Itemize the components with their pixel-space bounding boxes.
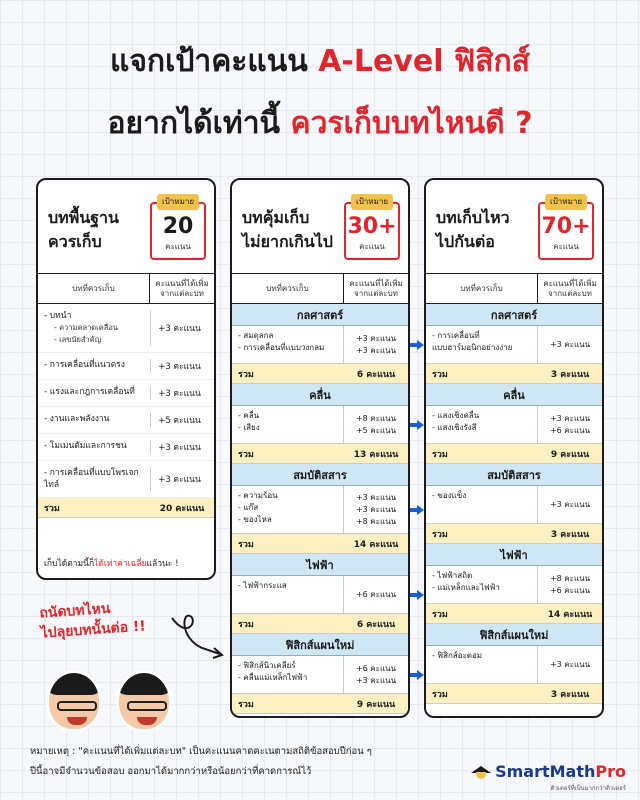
- topic-row: [38, 304, 214, 353]
- headline-1-black: แจกเป้าคะแนน: [110, 44, 319, 79]
- card-title: [242, 206, 352, 254]
- item-name: - แม่เหล็กและไฟฟ้า: [432, 583, 500, 592]
- subject-section: [426, 384, 602, 464]
- col-header-topic: บทที่ควรเก็บ: [426, 274, 538, 303]
- column-headers: [232, 274, 408, 304]
- footnote-line1: หมายเหตุ : "คะแนนที่ได้เพิ่มแต่ละบท" เป็นคะแนนคาดคะเนตามสถิติข้อสอบปีก่อน ๆ: [30, 746, 372, 757]
- items-cell: [426, 486, 538, 523]
- footnote-line2: ปีนี้อาจมีจำนวนข้อสอบ ออกมาได้มากกว่าหรือน้อยกว่าที่คาดการณ์ไว้: [30, 766, 312, 777]
- item-score: +6 คะแนน: [355, 589, 397, 599]
- right-arrow-icon: [410, 420, 424, 430]
- callout-line2: ไปลุยบทนั้นต่อ !!: [40, 618, 147, 642]
- total-row: [232, 534, 408, 554]
- total-value: 20 คะแนน: [159, 503, 205, 514]
- item-name: - ฟิสิกส์นิวเคลียร์: [238, 661, 296, 670]
- section-title: กลศาสตร์: [426, 304, 602, 326]
- total-value: 9 คะแนน: [356, 699, 396, 710]
- glasses-icon: [57, 701, 97, 711]
- items-cell: [426, 326, 538, 363]
- section-title: สมบัติสสาร: [232, 464, 408, 486]
- item-score: +3 คะแนน: [549, 659, 591, 669]
- item-score: +3 คะแนน: [355, 504, 397, 514]
- total-label: รวม: [432, 529, 448, 540]
- topic-name: - การเคลื่อนที่แนวตรง: [44, 360, 125, 370]
- headline-line-2: [0, 100, 640, 147]
- tutor-avatar-1: [46, 670, 102, 732]
- target-badge: [150, 197, 206, 260]
- right-arrow-icon: [410, 590, 424, 600]
- scores-cell: [344, 406, 408, 443]
- total-value: 6 คะแนน: [356, 369, 396, 380]
- note-part-2: ได้เท่าค่าเฉลี่ย: [94, 559, 147, 569]
- section-items: [232, 326, 408, 364]
- card-title-line1: บทคุ้มเก็บ: [242, 208, 310, 227]
- section-title: คลื่น: [232, 384, 408, 406]
- logo-name-a: SmartMath: [495, 762, 596, 781]
- items-cell: [426, 566, 538, 603]
- section-title: สมบัติสสาร: [426, 464, 602, 486]
- item-score: +5 คะแนน: [355, 425, 397, 435]
- total-label: รวม: [238, 369, 254, 380]
- total-label: รวม: [432, 449, 448, 460]
- section-items: [232, 576, 408, 614]
- total-value: 3 คะแนน: [550, 529, 590, 540]
- tutor-avatar-2: [116, 670, 172, 732]
- total-row: [232, 694, 408, 714]
- headline-1-red: A-Level ฟิสิกส์: [318, 44, 530, 79]
- scores-cell: [344, 326, 408, 363]
- scores-cell: [538, 326, 602, 363]
- topic-row: [38, 353, 214, 380]
- total-label: รวม: [44, 503, 60, 514]
- scores-cell: [538, 406, 602, 443]
- item-name: - แก๊ส: [238, 503, 259, 512]
- item-score: +3 คะแนน: [355, 333, 397, 343]
- card-title-line2: ไม่ยากเกินไป: [242, 232, 333, 251]
- item-name: - การเคลื่อนที่: [432, 331, 480, 340]
- scores-cell: [538, 646, 602, 683]
- section-list: [426, 304, 602, 704]
- col-header-score: คะแนนที่ได้เพิ่มจากแต่ละบท: [349, 278, 403, 298]
- item-name: แบบฮาร์มอนิกอย่างง่าย: [432, 343, 513, 352]
- total-value: 9 คะแนน: [550, 449, 590, 460]
- headline-2-black: อยากได้เท่านี้: [107, 106, 291, 141]
- subject-section: [426, 624, 602, 704]
- topic-score: +3 คะแนน: [150, 467, 208, 491]
- section-items: [232, 656, 408, 694]
- subject-section: [232, 554, 408, 634]
- subject-section: [232, 634, 408, 714]
- subject-section: [426, 304, 602, 384]
- topic-name: - การเคลื่อนที่แบบโพรเจกไทล์: [44, 468, 139, 490]
- item-name: - ไฟฟ้าสถิต: [432, 571, 473, 580]
- item-score: +8 คะแนน: [355, 413, 397, 423]
- subject-section: [232, 304, 408, 384]
- card-doable: [424, 178, 604, 718]
- section-items: [426, 566, 602, 604]
- topic-score: +5 คะแนน: [150, 413, 208, 427]
- topic-score: +3 คะแนน: [150, 359, 208, 373]
- card-note: [44, 556, 178, 570]
- note-part-3: แล้วนะ !: [146, 559, 179, 569]
- total-row: [426, 604, 602, 624]
- item-name: - ความร้อน: [238, 491, 278, 500]
- item-score: +6 คะแนน: [355, 663, 397, 673]
- section-items: [232, 486, 408, 534]
- total-value: 3 คะแนน: [550, 689, 590, 700]
- total-row: [38, 498, 214, 518]
- item-name: - คลื่น: [238, 411, 260, 420]
- right-arrow-icon: [410, 505, 424, 515]
- item-name: - การเคลื่อนที่แบบวงกลม: [238, 343, 325, 352]
- card-basic: [36, 178, 216, 580]
- col-header-score: คะแนนที่ได้เพิ่มจากแต่ละบท: [155, 278, 209, 298]
- scores-cell: [344, 656, 408, 693]
- target-value: 20: [162, 214, 194, 239]
- topic-score: +3 คะแนน: [150, 310, 208, 346]
- logo-name-b: Pro: [595, 762, 626, 781]
- callout-text: [39, 596, 147, 643]
- scores-cell: [538, 486, 602, 523]
- target-badge: [538, 197, 594, 260]
- target-unit: คะแนน: [165, 242, 191, 251]
- card-title-line1: บทพื้นฐาน: [48, 208, 119, 227]
- scores-cell: [344, 486, 408, 533]
- target-tag: เป้าหมาย: [351, 194, 393, 210]
- section-title: ไฟฟ้า: [232, 554, 408, 576]
- total-label: รวม: [432, 369, 448, 380]
- scores-cell: [344, 576, 408, 613]
- item-score: +3 คะแนน: [355, 345, 397, 355]
- subject-section: [426, 544, 602, 624]
- items-cell: [232, 576, 344, 613]
- topic-cell: [44, 440, 150, 454]
- target-unit: คะแนน: [359, 242, 385, 251]
- total-label: รวม: [432, 609, 448, 620]
- total-label: รวม: [238, 539, 254, 550]
- section-items: [426, 486, 602, 524]
- card-worth: [230, 178, 410, 718]
- total-row: [426, 684, 602, 704]
- item-name: - แสงเชิงคลื่น: [432, 411, 480, 420]
- topic-row: [38, 380, 214, 407]
- item-score: +6 คะแนน: [549, 425, 591, 435]
- target-badge: [344, 197, 400, 260]
- total-label: รวม: [238, 449, 254, 460]
- graduation-cap-icon: [471, 764, 491, 780]
- item-score: +3 คะแนน: [355, 492, 397, 502]
- items-cell: [232, 326, 344, 363]
- swirl-arrow-icon: [168, 610, 228, 660]
- items-cell: [426, 646, 538, 683]
- card-header: [38, 180, 214, 274]
- card-title: [436, 206, 546, 254]
- glasses-icon: [127, 701, 167, 711]
- item-score: +8 คะแนน: [549, 573, 591, 583]
- total-row: [426, 444, 602, 464]
- target-tag: เป้าหมาย: [545, 194, 587, 210]
- items-cell: [426, 406, 538, 443]
- total-value: 6 คะแนน: [356, 619, 396, 630]
- column-headers: [38, 274, 214, 304]
- topic-cell: [44, 386, 150, 400]
- target-value: 70+: [541, 214, 591, 239]
- item-name: - ของแข็ง: [432, 491, 467, 500]
- subtopic-name: - ความคลาดเคลื่อน: [54, 323, 118, 332]
- item-name: - เสียง: [238, 423, 260, 432]
- item-score: +3 คะแนน: [549, 413, 591, 423]
- total-value: 3 คะแนน: [550, 369, 590, 380]
- item-name: - สมดุลกล: [238, 331, 274, 340]
- topic-row: [38, 407, 214, 434]
- total-row: [232, 364, 408, 384]
- topic-row: [38, 461, 214, 498]
- headline-2-red: ควรเก็บบทไหนดี ?: [290, 106, 533, 141]
- scores-cell: [538, 566, 602, 603]
- right-arrow-icon: [410, 670, 424, 680]
- item-name: - คลื่นแม่เหล็กไฟฟ้า: [238, 673, 308, 682]
- topic-score: +3 คะแนน: [150, 440, 208, 454]
- section-items: [426, 326, 602, 364]
- target-value: 30+: [347, 214, 397, 239]
- total-row: [426, 524, 602, 544]
- card-title-line2: ไปกันต่อ: [436, 232, 495, 251]
- topic-cell: [44, 467, 150, 491]
- total-value: 13 คะแนน: [353, 449, 399, 460]
- topic-cell: [44, 310, 150, 346]
- topic-cell: [44, 413, 150, 427]
- col-header-score: คะแนนที่ได้เพิ่มจากแต่ละบท: [543, 278, 597, 298]
- card-title-line1: บทเก็บไหว: [436, 208, 510, 227]
- items-cell: [232, 406, 344, 443]
- item-name: - ฟิสิกส์อะตอม: [432, 651, 483, 660]
- item-name: - ของไหล: [238, 515, 272, 524]
- col-header-topic: บทที่ควรเก็บ: [232, 274, 344, 303]
- section-title: กลศาสตร์: [232, 304, 408, 326]
- headline-line-1: [0, 38, 640, 85]
- total-label: รวม: [238, 619, 254, 630]
- target-unit: คะแนน: [553, 242, 579, 251]
- item-name: - ไฟฟ้ากระแส: [238, 581, 287, 590]
- total-row: [232, 444, 408, 464]
- section-title: ฟิสิกส์แผนใหม่: [232, 634, 408, 656]
- section-items: [426, 646, 602, 684]
- section-title: คลื่น: [426, 384, 602, 406]
- topic-cell: [44, 359, 150, 373]
- subject-section: [232, 464, 408, 554]
- card-title: [48, 206, 158, 254]
- topic-score: +3 คะแนน: [150, 386, 208, 400]
- note-part-1: เก็บได้ตามนี้ก็: [44, 559, 95, 569]
- subtopic-name: - เลขนัยสำคัญ: [54, 335, 102, 344]
- card-title-line2: ควรเก็บ: [48, 232, 102, 251]
- items-cell: [232, 656, 344, 693]
- total-value: 14 คะแนน: [547, 609, 593, 620]
- section-list: [232, 304, 408, 714]
- topic-row: [38, 434, 214, 461]
- target-tag: เป้าหมาย: [157, 194, 199, 210]
- column-headers: [426, 274, 602, 304]
- topic-list: [38, 304, 214, 498]
- total-row: [426, 364, 602, 384]
- section-title: ไฟฟ้า: [426, 544, 602, 566]
- item-name: - แสงเชิงรังสี: [432, 423, 477, 432]
- topic-name: - บทนำ: [44, 311, 72, 321]
- subject-section: [426, 464, 602, 544]
- total-label: รวม: [238, 699, 254, 710]
- card-header: [232, 180, 408, 274]
- card-header: [426, 180, 602, 274]
- subject-section: [232, 384, 408, 464]
- section-title: ฟิสิกส์แผนใหม่: [426, 624, 602, 646]
- item-score: +8 คะแนน: [355, 516, 397, 526]
- logo-tagline: ติวเตอร์ที่เป็นมากกว่าติวเตอร์: [550, 785, 626, 792]
- col-header-topic: บทที่ควรเก็บ: [38, 274, 150, 303]
- topic-name: - โมเมนตัมและการชน: [44, 441, 127, 451]
- topic-name: - แรงและกฎการเคลื่อนที่: [44, 387, 135, 397]
- section-items: [232, 406, 408, 444]
- item-score: +3 คะแนน: [355, 675, 397, 685]
- total-label: รวม: [432, 689, 448, 700]
- item-score: +3 คะแนน: [549, 499, 591, 509]
- brand-logo: [471, 762, 626, 781]
- total-row: [232, 614, 408, 634]
- total-value: 14 คะแนน: [353, 539, 399, 550]
- item-score: +6 คะแนน: [549, 585, 591, 595]
- right-arrow-icon: [410, 340, 424, 350]
- items-cell: [232, 486, 344, 533]
- section-items: [426, 406, 602, 444]
- callout-line1: ถนัดบทไหน: [38, 600, 111, 622]
- item-score: +3 คะแนน: [549, 339, 591, 349]
- topic-name: - งานและพลังงาน: [44, 414, 110, 424]
- footnote: [30, 742, 372, 782]
